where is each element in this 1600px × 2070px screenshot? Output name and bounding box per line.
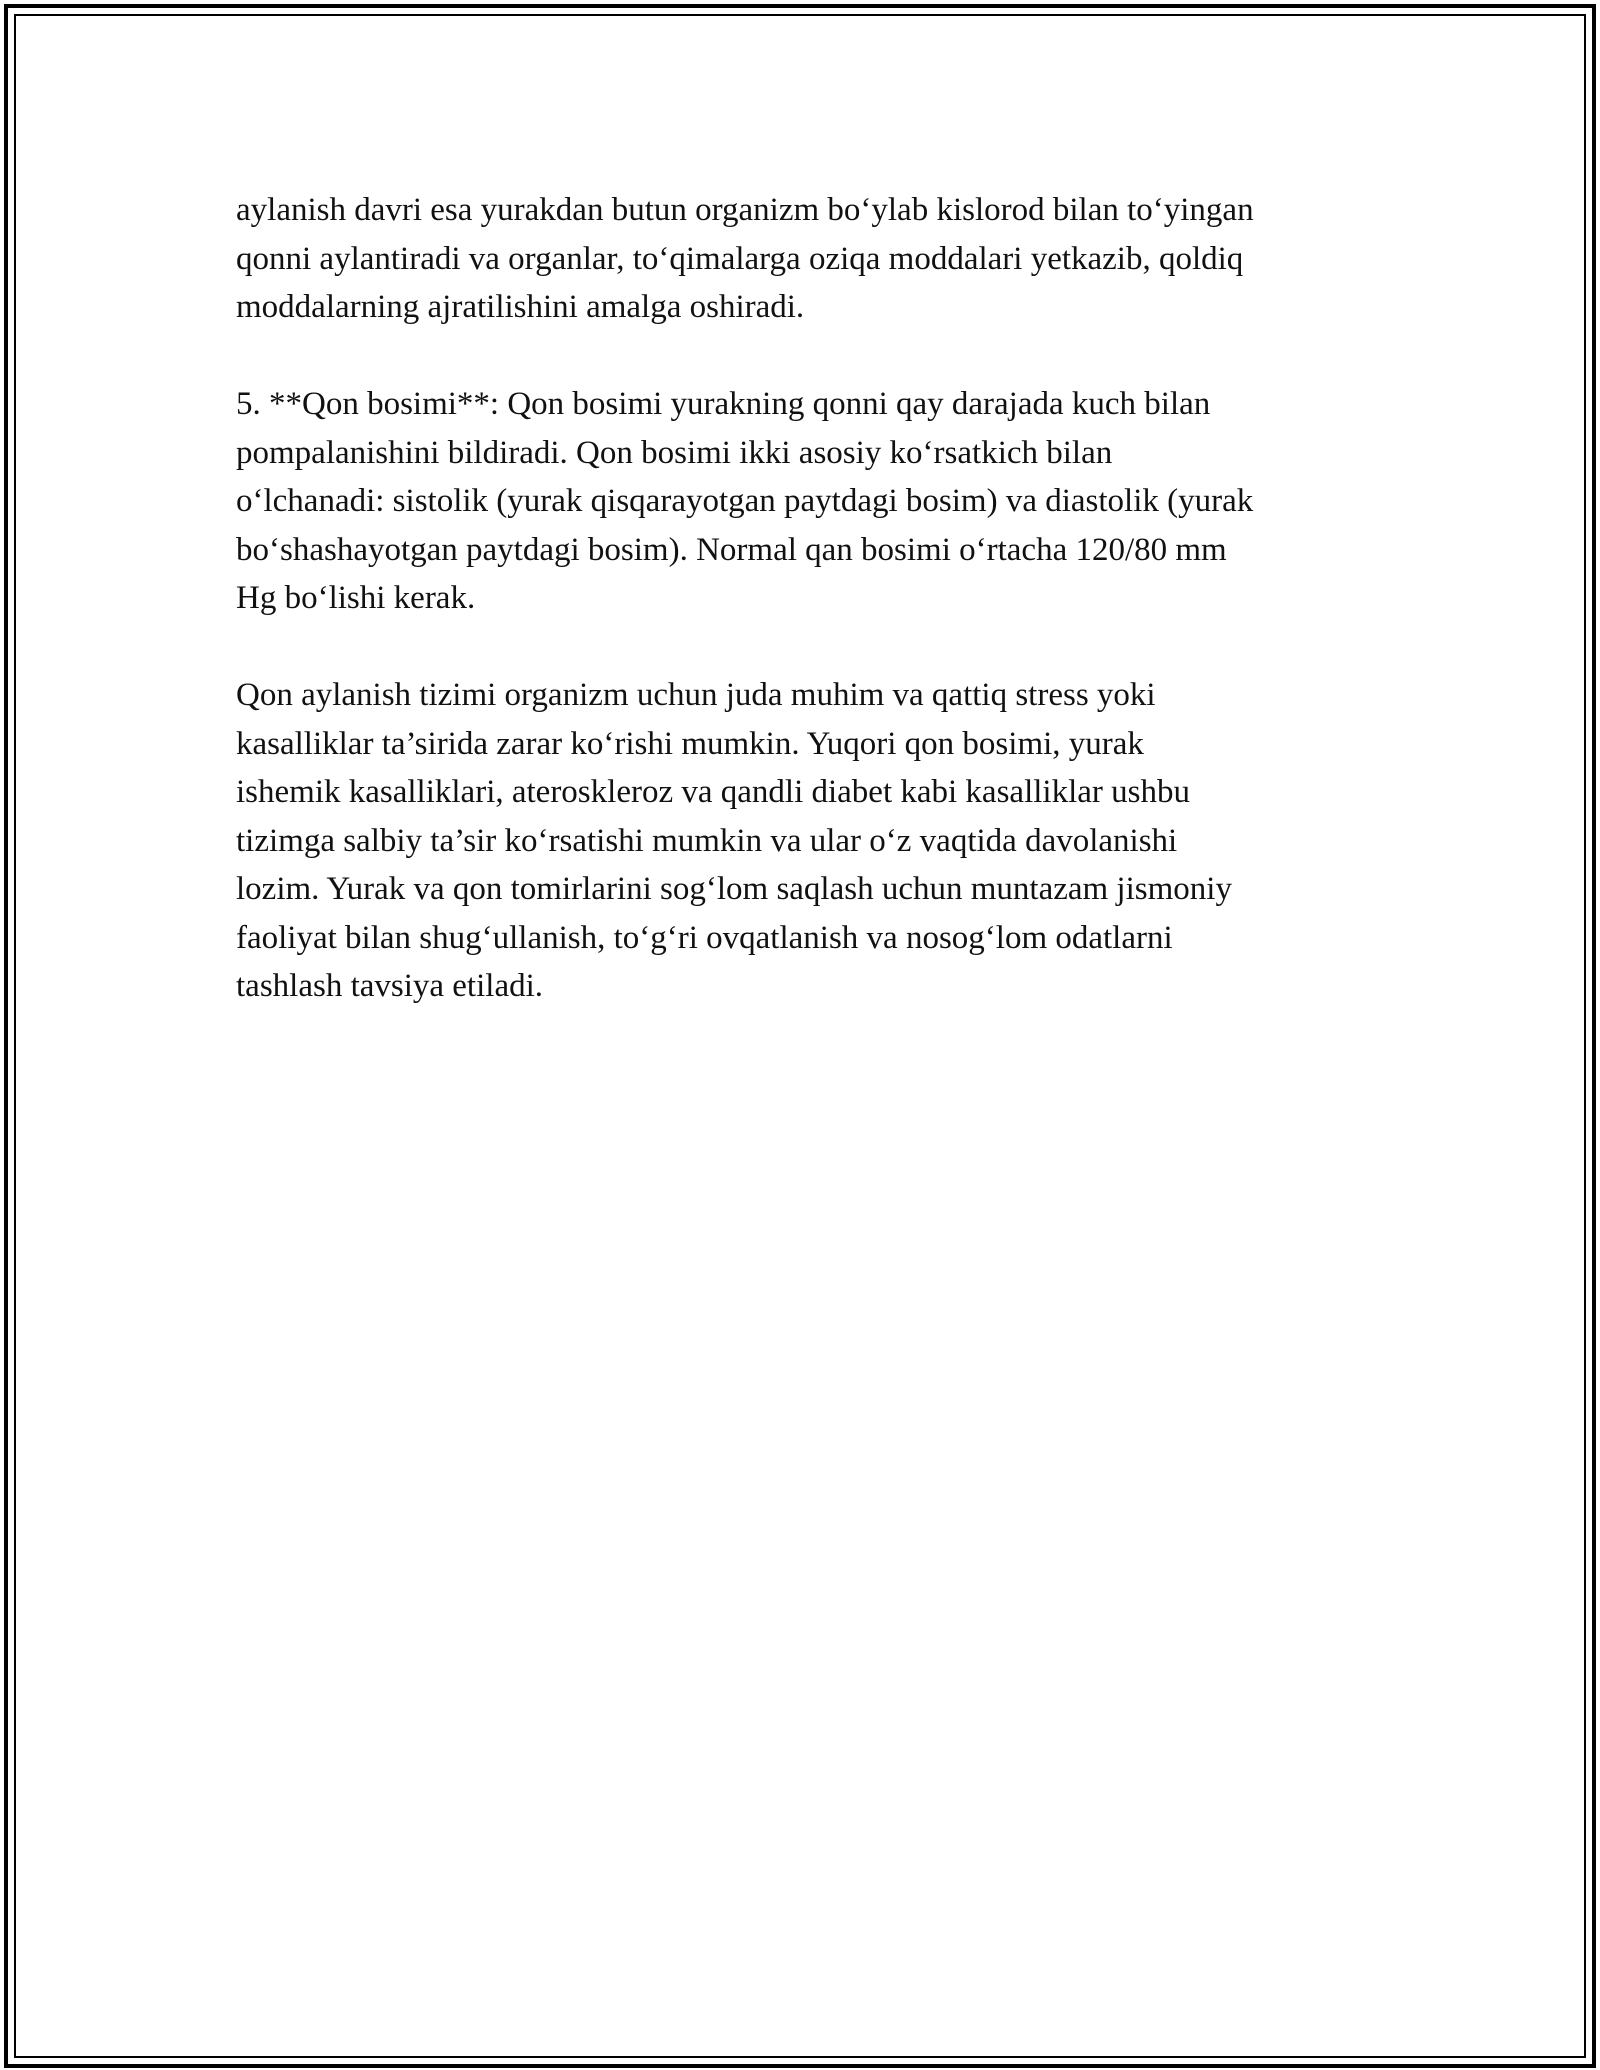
text-line: Qon aylanish tizimi organizm uchun juda muhim va qattiq stress yoki bbox=[236, 677, 1156, 713]
text-line: o‘lchanadi: sistolik (yurak qisqarayotgan paytdagi bosim) va diastolik (yurak bbox=[236, 483, 1254, 519]
text-line: aylanish davri esa yurakdan butun organizm bo‘ylab kislorod bilan to‘yingan bbox=[236, 192, 1254, 228]
text-line: moddalarning ajratilishini amalga oshiradi. bbox=[236, 289, 805, 325]
text-line: faoliyat bilan shug‘ullanish, to‘g‘ri ovqatlanish va nosog‘lom odatlarni bbox=[236, 919, 1173, 956]
text-line: ishemik kasalliklari, ateroskleroz va qandli diabet kabi kasalliklar ushbu bbox=[236, 774, 1190, 810]
text-line: bo‘shashayotgan paytdagi bosim). Normal qan bosimi o‘rtacha 120/80 mm bbox=[236, 531, 1227, 568]
text-line: Hg bo‘lishi kerak. bbox=[236, 580, 476, 616]
paragraph-blood-pressure bbox=[236, 380, 1386, 623]
paragraph-circulation-cycle bbox=[236, 186, 1386, 332]
text-line: pompalanishini bildiradi. Qon bosimi ikki asosiy ko‘rsatkich bilan bbox=[236, 434, 1113, 471]
text-line: tizimga salbiy ta’sir ko‘rsatishi mumkin va ular o‘z vaqtida davolanishi bbox=[236, 822, 1178, 859]
text-line: qonni aylantiradi va organlar, to‘qimalarga oziqa moddalari yetkazib, qoldiq bbox=[236, 240, 1244, 277]
paragraph-conclusion bbox=[236, 671, 1386, 1011]
text-line: lozim. Yurak va qon tomirlarini sog‘lom saqlash uchun muntazam jismoniy bbox=[236, 871, 1232, 907]
document-body bbox=[236, 186, 1386, 1059]
text-line: tashlash tavsiya etiladi. bbox=[236, 968, 544, 1004]
text-line: kasalliklar ta’sirida zarar ko‘rishi mumkin. Yuqori qon bosimi, yurak bbox=[236, 725, 1144, 762]
text-line: 5. **Qon bosimi**: Qon bosimi yurakning qonni qay darajada kuch bilan bbox=[236, 386, 1211, 422]
